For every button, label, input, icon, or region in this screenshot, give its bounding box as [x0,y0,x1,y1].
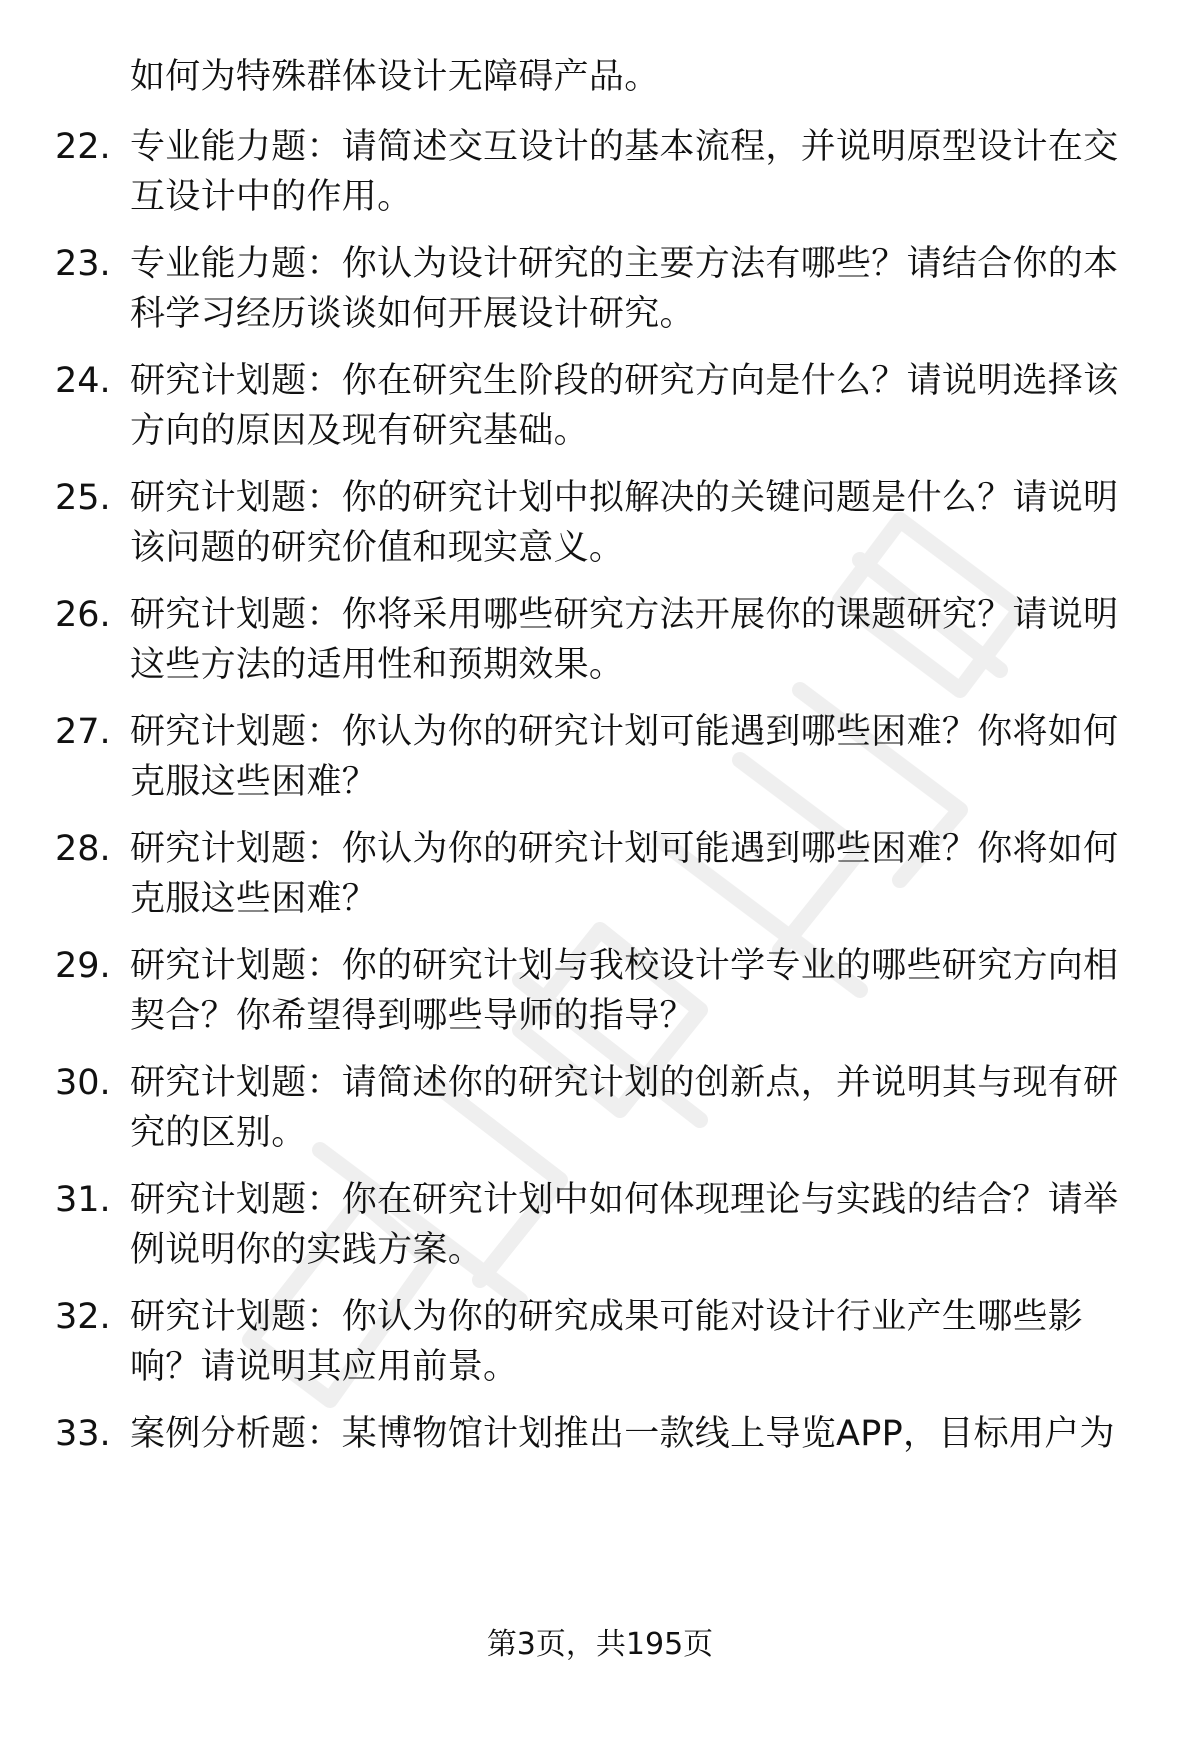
question-number: 25. [55,478,111,518]
question-text-line: 研究计划题：你认为你的研究计划可能遇到哪些困难？你将如何 [130,712,1119,752]
question-number: 24. [55,361,111,401]
question-text-line: 方向的原因及现有研究基础。 [130,411,589,451]
question-text-line: 专业能力题：请简述交互设计的基本流程，并说明原型设计在交 [130,127,1119,167]
question-text-line: 科学习经历谈谈如何开展设计研究。 [130,294,695,334]
question-text-line: 研究计划题：你的研究计划中拟解决的关键问题是什么？请说明 [130,478,1119,518]
question-text-line: 案例分析题：某博物馆计划推出一款线上导览APP，目标用户为 [130,1414,1115,1454]
question-text-line: 研究计划题：请简述你的研究计划的创新点，并说明其与现有研 [130,1063,1119,1103]
question-text-line: 研究计划题：你将采用哪些研究方法开展你的课题研究？请说明 [130,595,1119,635]
question-text-line: 研究计划题：你的研究计划与我校设计学专业的哪些研究方向相 [130,946,1119,986]
question-text-line: 研究计划题：你在研究生阶段的研究方向是什么？请说明选择该 [130,361,1119,401]
question-number: 23. [55,244,111,284]
question-text-line: 该问题的研究价值和现实意义。 [130,528,625,568]
question-text-line: 克服这些困难？ [130,762,378,802]
question-text-line: 究的区别。 [130,1113,307,1153]
question-number: 27. [55,712,111,752]
question-text-line: 契合？你希望得到哪些导师的指导？ [130,996,695,1036]
question-text-line: 互设计中的作用。 [130,177,413,217]
question-text-line: 研究计划题：你认为你的研究计划可能遇到哪些困难？你将如何 [130,829,1119,869]
question-number: 28. [55,829,111,869]
page-footer: 第3页，共195页 [486,1627,714,1662]
question-number: 29. [55,946,111,986]
question-text-line: 研究计划题：你在研究计划中如何体现理论与实践的结合？请举 [130,1180,1119,1220]
question-text-line: 例说明你的实践方案。 [130,1230,484,1270]
question-number: 32. [55,1297,111,1337]
question-text-line: 研究计划题：你认为你的研究成果可能对设计行业产生哪些影 [130,1297,1084,1337]
question-text-line: 克服这些困难？ [130,879,378,919]
question-number: 33. [55,1414,111,1454]
question-number: 22. [55,127,111,167]
question-number: 30. [55,1063,111,1103]
question-text-line: 这些方法的适用性和预期效果。 [130,645,625,685]
question-text-line: 响？请说明其应用前景。 [130,1347,519,1387]
question-number: 31. [55,1180,111,1220]
question-number: 26. [55,595,111,635]
question-text-line: 专业能力题：你认为设计研究的主要方法有哪些？请结合你的本 [130,244,1119,284]
continuation-text: 如何为特殊群体设计无障碍产品。 [130,57,660,97]
